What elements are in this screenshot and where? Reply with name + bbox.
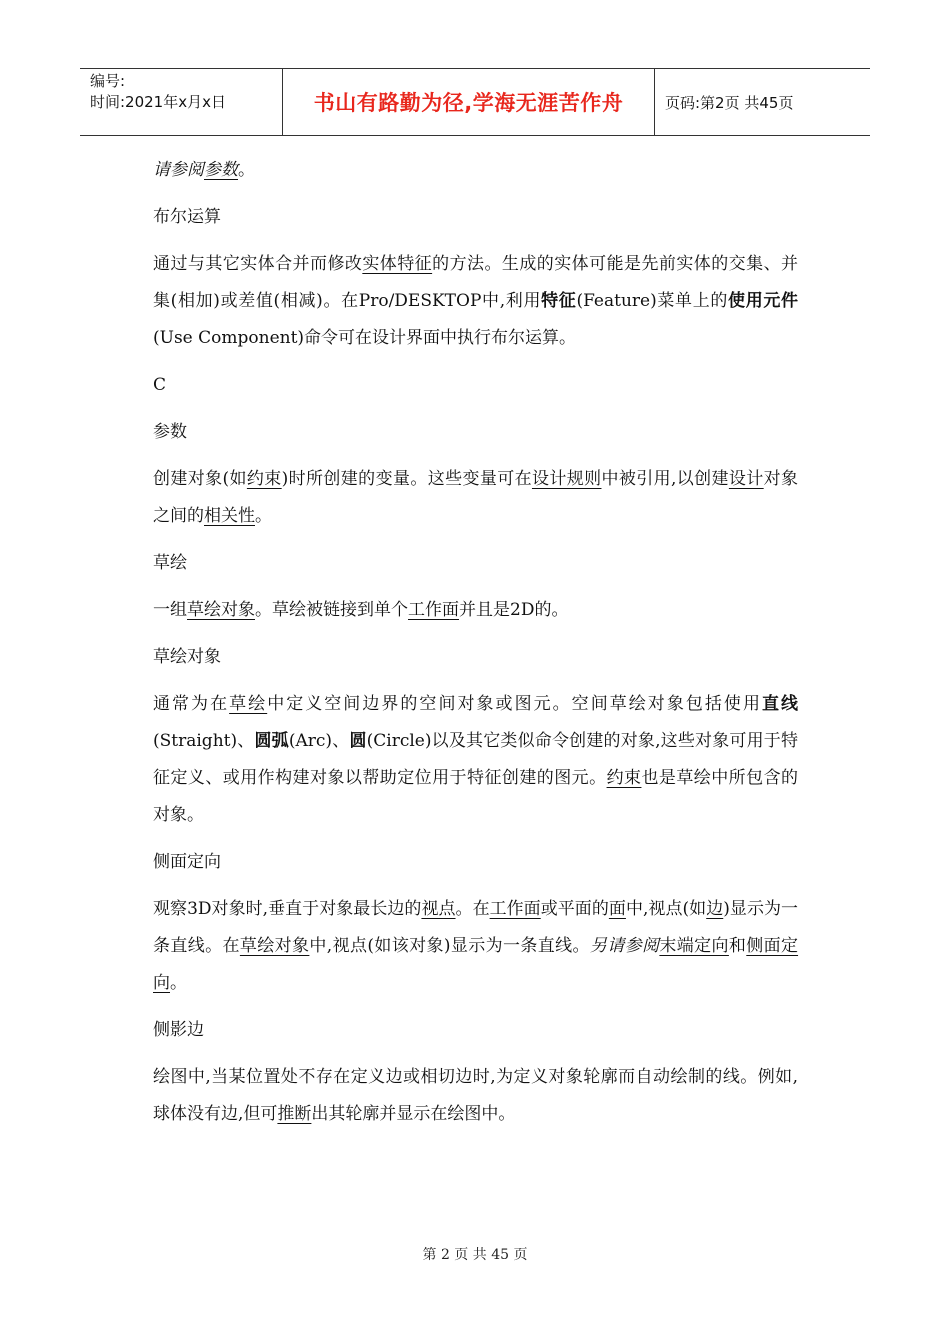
link-term: 约束 [246,469,282,489]
link-term: 末端定向 [659,936,729,956]
bold-term: 特征 [541,291,577,311]
text-run: 并且是2D的。 [459,600,569,620]
bold-term: 圆 [349,731,367,751]
header-slogan: 书山有路勤为径,学海无涯苦作舟 [283,69,655,135]
text-run: 中定义空间边界的空间对象或图元。空间草绘对象包括使用 [267,694,762,714]
text-run: 。草绘被链接到单个 [255,600,408,620]
text-run: 绘图中,当某位置处不存在定义边或相切边时,为定义对象轮廓而自动绘制的线。例如,球体没有边,但可 [153,1067,798,1124]
paragraph-sketch [153,592,798,629]
paragraph-silhouette-edge [153,1059,798,1133]
text-run: 中,视点(如 [625,899,707,919]
term-heading-sketch-object [153,639,798,676]
link-term: 草绘对象 [187,600,255,620]
link-term: 侧面定向 [153,936,799,993]
page-header [80,68,870,136]
text-run: 侧影边 [153,1020,204,1040]
text-run: 。 [255,506,272,526]
link-term: 视点 [421,899,456,919]
text-run: (Use Component)命令可在设计界面中执行布尔运算。 [153,328,577,348]
link-term: 草绘 [229,694,268,714]
header-page-label: 页码:第2页 共45页 [665,93,794,112]
paragraph-sketch-object [153,686,798,834]
text-run: (Straight)、 [153,731,255,751]
link-term: 设计 [728,469,764,489]
text-run: 创建对象(如 [153,469,247,489]
text-run: (Circle)以及其它类似命令创建的对象,这些对象可用于特征定义、或用作构建对象以帮助定位用于特征创建的图元。 [153,731,798,788]
text-run: 。在 [455,899,490,919]
text-run: 或平面的 [540,899,609,919]
text-run: (Arc)、 [288,731,350,751]
text-run: 中,视点(如该对象)显示为一条直线。 [309,936,590,956]
term-heading-silhouette-edge [153,1012,798,1049]
link-term: 推断 [277,1104,312,1124]
term-heading-side-orientation [153,844,798,881]
link-term: 面 [608,899,626,919]
bold-term: 直线 [761,694,799,714]
text-run: 。 [170,973,187,993]
bold-term: 圆弧 [254,731,289,751]
text-run: 。 [238,160,255,180]
link-term: 工作面 [408,600,459,620]
paragraph-boolean [153,246,798,357]
link-term: 边 [706,899,724,919]
term-heading-sketch [153,545,798,582]
text-run: 参数 [153,422,187,442]
text-run: 的方法。生成的实体可能是先前实体的交集、并集(相加)或差值(相减)。在Pro/DESKTOP中,利用 [153,254,799,311]
text-run: 草绘 [153,553,187,573]
italic-text: 请参阅 [153,160,204,180]
link-term: 设计规则 [531,469,602,489]
link-term: 实体特征 [362,254,433,274]
text-run: )时所创建的变量。这些变量可在 [281,469,532,489]
link-term: 工作面 [489,899,541,919]
text-run: 草绘对象 [153,647,221,667]
text-run: 一组 [153,600,187,620]
text-run: C [153,375,167,395]
text-run: (Feature)菜单上的 [576,291,729,311]
link-term: 草绘对象 [239,936,310,956]
text-run: 通常为在 [153,694,230,714]
term-heading-boolean [153,199,798,236]
term-heading-parameter [153,414,798,451]
text-run: 中被引用,以创建 [601,469,729,489]
header-time-label: 时间:2021年x月x日 [90,93,226,111]
link-term: 相关性 [204,506,255,526]
document-body [153,152,798,1143]
text-run: 布尔运算 [153,207,221,227]
text-run: )显示为一条直线。在 [153,899,799,956]
header-meta [80,69,283,135]
section-letter-c [153,367,798,404]
text-run: 通过与其它实体合并而修改 [153,254,363,274]
link-term: 参数 [204,160,238,180]
paragraph-side-orientation [153,891,798,1002]
bold-term: 使用元件 [728,291,799,311]
text-run: 出其轮廓并显示在绘图中。 [311,1104,516,1124]
page-footer: 第 2 页 共 45 页 [422,1247,528,1263]
text-run: 对象之间的 [153,469,799,526]
paragraph-parameter [153,461,798,535]
italic-text: 另请参阅 [589,936,660,956]
paragraph-see-also [153,152,798,189]
header-number-label: 编号: [90,72,126,90]
text-run: 也是草绘中所包含的对象。 [153,768,799,825]
text-run: 观察3D对象时,垂直于对象最长边的 [153,899,422,919]
link-term: 约束 [606,768,642,788]
text-run: 和 [728,936,747,956]
text-run: 侧面定向 [153,852,221,872]
